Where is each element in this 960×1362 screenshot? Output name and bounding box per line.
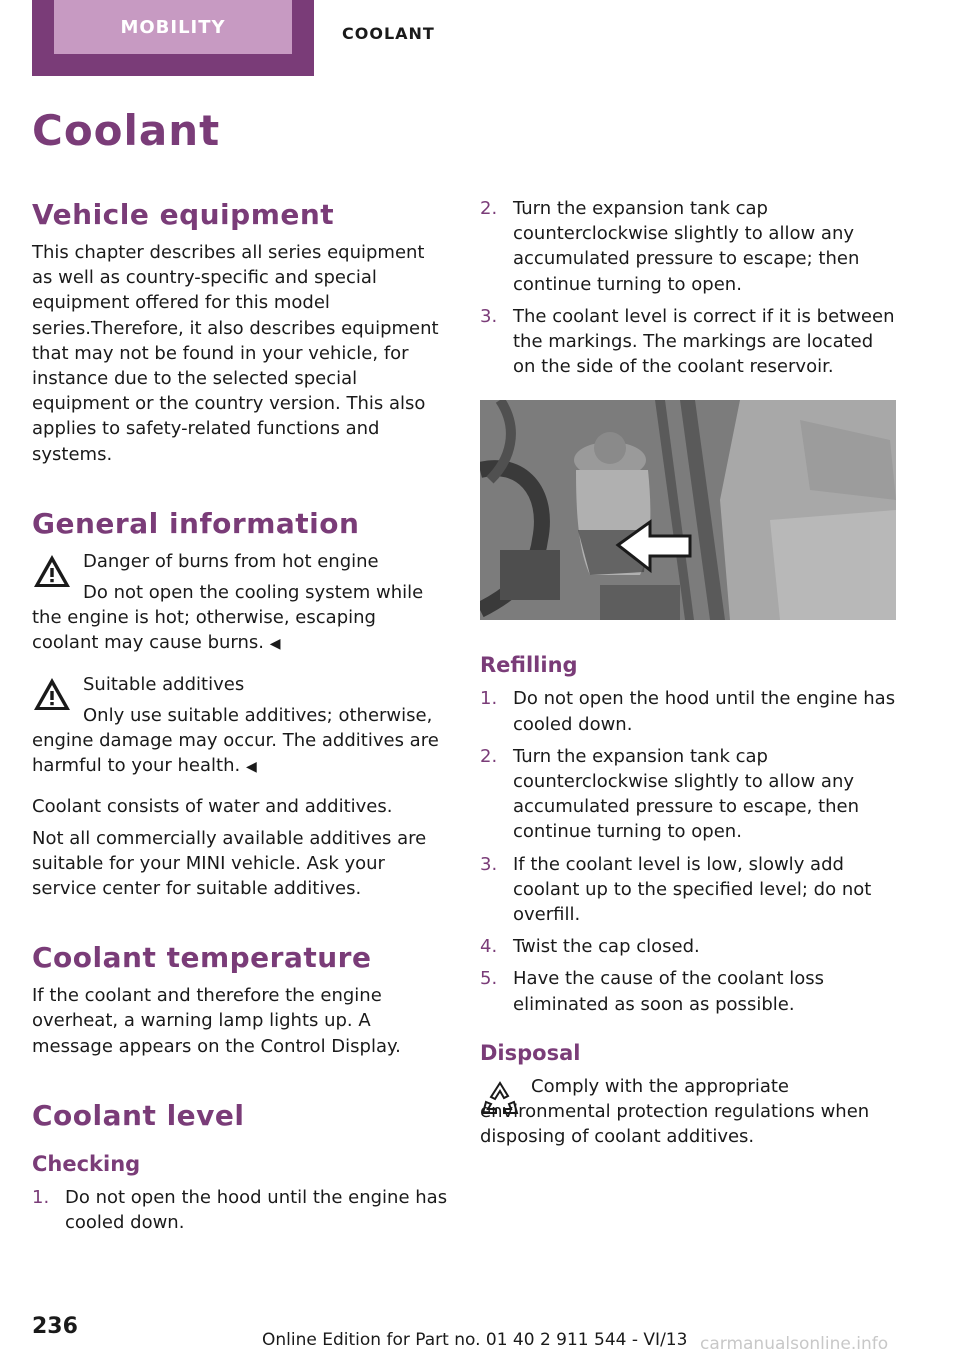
warning-burns: [32, 549, 448, 658]
page-number: 236: [32, 1314, 78, 1339]
end-mark: ◀: [269, 636, 281, 653]
warning-burns-body: Do not open the cooling system while the engine is hot; otherwise, escaping coolant may cause burns.: [32, 582, 424, 654]
disposal-text: Comply with the appropriate environmental protection regulations when disposing of coolant additives.: [480, 1075, 870, 1148]
header-tab-mobility[interactable]: [32, 0, 314, 76]
step-text: Do not open the hood until the engine has cooled down.: [513, 688, 896, 735]
list-item: [32, 1185, 448, 1235]
coolant-temperature-text: If the coolant and therefore the engine overheat, a warning lamp lights up. A message appears on the Control Display.: [32, 985, 401, 1057]
heading-coolant-level: Coolant level: [32, 1098, 245, 1132]
step-number: 5.: [480, 968, 498, 990]
header-section-label: COOLANT: [342, 24, 435, 43]
edition-note: Online Edition for Part no. 01 40 2 911 544 - VI/13: [262, 1330, 688, 1350]
step-number: 2.: [480, 198, 498, 219]
list-item: [480, 934, 900, 959]
step-number: 1.: [32, 1186, 50, 1208]
refilling-steps-list: [480, 686, 900, 1016]
watermark: carmanualsonline.info: [700, 1334, 889, 1354]
warning-additives-body: Only use suitable additives; otherwise, engine damage may occur. The additives are harmful to your health.: [32, 704, 439, 777]
step-text: The coolant level is correct if it is between the markings. The markings are located on the side of the coolant reservoir.: [513, 305, 895, 378]
step-text: If the coolant level is low, slowly add coolant up to the specified level; do not overfill.: [513, 853, 872, 926]
step-number: 1.: [480, 688, 498, 710]
step-text: Turn the expansion tank cap counterclockwise slightly to allow any accumulated pressure to escape; then continue turning to open.: [513, 198, 860, 295]
heading-checking: Checking: [32, 1151, 141, 1176]
heading-coolant-temperature: Coolant temperature: [32, 941, 372, 975]
right-column: [480, 196, 900, 1149]
vehicle-equipment-text: This chapter describes all series equipment as well as country-specific and special equipment offered for this model series.Therefore, it also describes equipment that may not be found in your vehicle, for instance due to the selected special equipment or the country version. This also applies to safety-related functions and systems.: [32, 242, 439, 465]
end-mark: ◀: [245, 759, 257, 776]
heading-vehicle-equipment: Vehicle equipment: [32, 198, 335, 231]
recycle-icon: [480, 1080, 520, 1118]
step-number: 3.: [480, 305, 498, 327]
step-number: 3.: [480, 853, 498, 875]
heading-disposal: Disposal: [480, 1040, 581, 1065]
warning-triangle-icon: [32, 553, 72, 589]
warning-triangle-icon: [32, 676, 72, 712]
warning-additives: [32, 672, 448, 781]
list-item: [480, 966, 900, 1016]
heading-general-information: General information: [32, 506, 360, 540]
step-text: Turn the expansion tank cap counterclockwise slightly to allow any accumulated pressure to escape, then continue turning to open.: [513, 745, 860, 843]
additives-advice-text: Not all commercially available additives are suitable for your MINI vehicle. Ask your service center for suitable additives.: [32, 827, 427, 900]
list-item: [480, 744, 900, 845]
list-item: [480, 686, 900, 736]
step-text: Have the cause of the coolant loss eliminated as soon as possible.: [513, 968, 825, 1015]
list-item: [480, 196, 900, 297]
warning-additives-title: Suitable additives: [83, 673, 245, 695]
page-title: Coolant: [32, 106, 221, 155]
left-column: [32, 196, 448, 1242]
step-text: Do not open the hood until the engine has cooled down.: [65, 1186, 448, 1234]
step-number: 4.: [480, 936, 498, 958]
coolant-composition-text: Coolant consists of water and additives.: [32, 796, 393, 818]
list-item: [480, 852, 900, 928]
step-number: 2.: [480, 745, 498, 767]
warning-burns-title: Danger of burns from hot engine: [83, 550, 379, 572]
checking-steps-list: [32, 1185, 448, 1235]
list-item: [480, 304, 900, 380]
header-tab-mobility-label: MOBILITY: [54, 0, 292, 54]
checking-steps-continued: [480, 196, 900, 379]
coolant-reservoir-photo: [480, 400, 896, 620]
heading-refilling: Refilling: [480, 653, 578, 678]
disposal-note: [480, 1074, 900, 1150]
step-text: Twist the cap closed.: [513, 936, 700, 958]
